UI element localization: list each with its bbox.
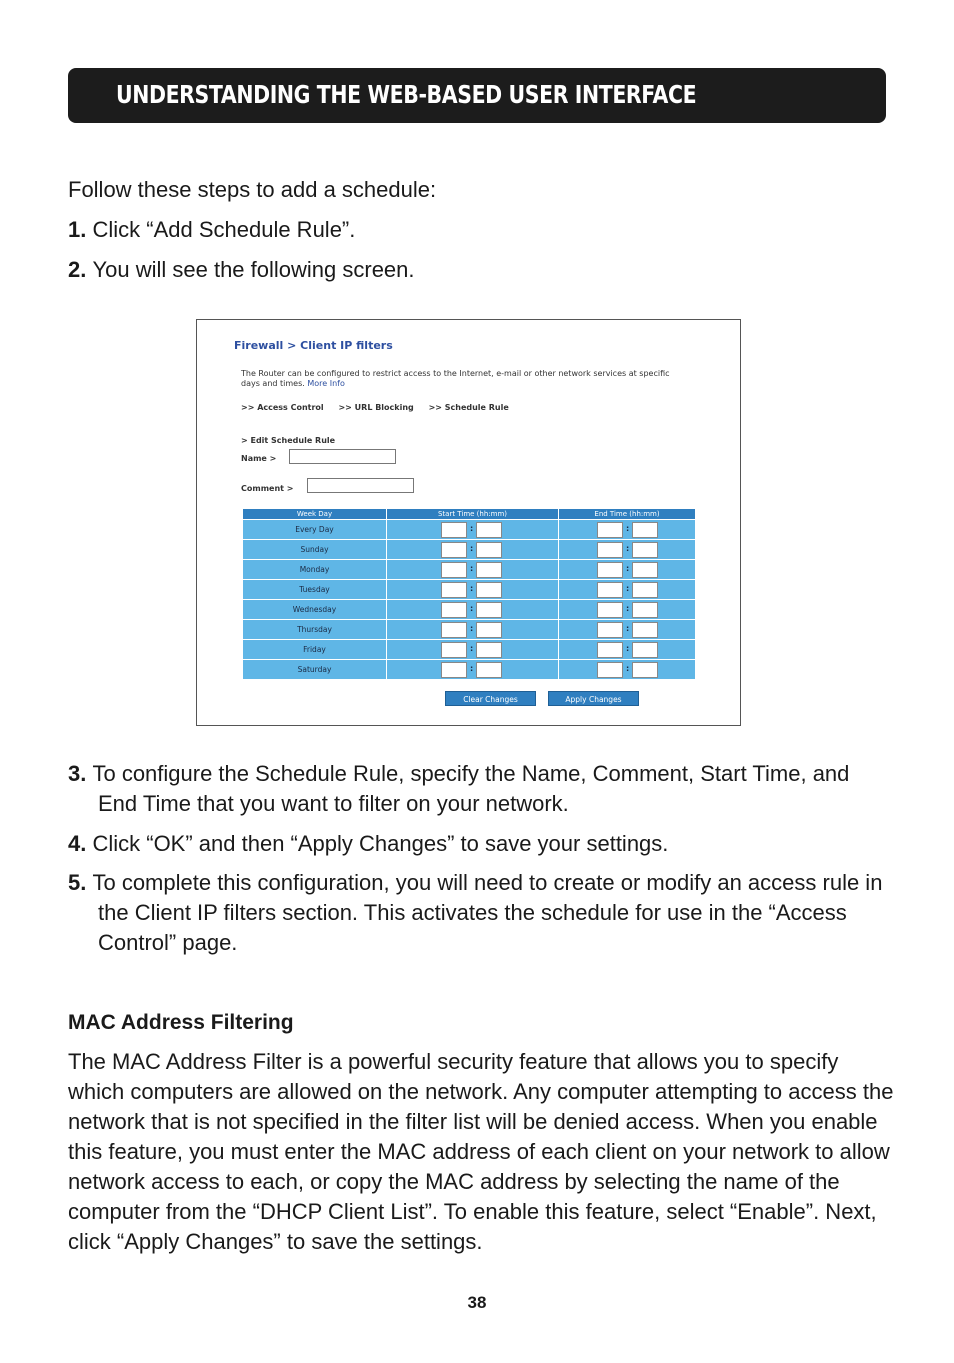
end-hour-input[interactable] <box>597 602 623 618</box>
week-day-cell: Thursday <box>243 619 387 639</box>
end-minute-input[interactable] <box>632 542 658 558</box>
start-time-cell <box>387 639 559 659</box>
intro-text: Follow these steps to add a schedule: <box>68 177 437 202</box>
time-separator: : <box>626 644 630 653</box>
step-text: To complete this configuration, you will need to create or modify an access rule in the Client IP filters section. This activates the schedule for use in the “Access Control” page. <box>92 870 883 955</box>
step-5 <box>68 868 888 958</box>
start-time-cell <box>387 599 559 619</box>
end-hour-input[interactable] <box>597 642 623 658</box>
week-day-cell: Saturday <box>243 659 387 679</box>
end-time-cell <box>559 559 696 579</box>
week-day-header: Week Day <box>243 509 387 519</box>
schedule-row <box>243 619 696 639</box>
url-blocking-link[interactable]: >> URL Blocking <box>338 403 414 412</box>
end-minute-input[interactable] <box>632 602 658 618</box>
time-separator: : <box>626 524 630 533</box>
start-minute-input[interactable] <box>476 582 502 598</box>
step-text: To configure the Schedule Rule, specify the Name, Comment, Start Time, and End Time that you want to filter on your network. <box>92 761 850 816</box>
mac-filtering-paragraph: The MAC Address Filter is a powerful security feature that allows you to specify which computers are allowed on the network. Any computer attempting to access the network that is not specified in the filter list will be denied access. When you enable this feature, you must enter the MAC address of each client on your network to allow network access to each, or copy the MAC address by selecting the name of the computer from the “DHCP Client List”. To enable this feature, select “Enable”. Next, click “Apply Changes” to save the settings. <box>68 1049 894 1254</box>
end-time-cell <box>559 659 696 679</box>
access-control-link[interactable]: >> Access Control <box>241 403 324 412</box>
end-time-header: End Time (hh:mm) <box>559 509 696 519</box>
end-minute-input[interactable] <box>632 522 658 538</box>
time-separator: : <box>470 524 474 533</box>
time-separator: : <box>470 604 474 613</box>
start-minute-input[interactable] <box>476 622 502 638</box>
comment-label: Comment > <box>241 484 294 493</box>
end-time-cell <box>559 619 696 639</box>
start-hour-input[interactable] <box>441 542 467 558</box>
breadcrumb: Firewall > Client IP filters <box>234 339 393 352</box>
step-text: You will see the following screen. <box>92 257 415 282</box>
time-separator: : <box>470 564 474 573</box>
start-minute-input[interactable] <box>476 662 502 678</box>
clear-changes-button[interactable]: Clear Changes <box>445 691 536 706</box>
week-day-cell: Monday <box>243 559 387 579</box>
page-number: 38 <box>467 1293 487 1312</box>
step-number: 5. <box>68 870 93 895</box>
start-minute-input[interactable] <box>476 542 502 558</box>
end-hour-input[interactable] <box>597 542 623 558</box>
apply-changes-button[interactable]: Apply Changes <box>548 691 639 706</box>
start-minute-input[interactable] <box>476 522 502 538</box>
schedule-row <box>243 639 696 659</box>
name-label: Name > <box>241 454 277 463</box>
start-hour-input[interactable] <box>441 602 467 618</box>
schedule-row <box>243 519 696 539</box>
description-text: The Router can be configured to restrict access to the Internet, e-mail or other network services at specific days and times. <box>241 369 670 388</box>
week-day-cell: Friday <box>243 639 387 659</box>
start-hour-input[interactable] <box>441 582 467 598</box>
start-time-cell <box>387 559 559 579</box>
time-separator: : <box>470 644 474 653</box>
time-separator: : <box>626 544 630 553</box>
step-number: 2. <box>68 257 93 282</box>
end-minute-input[interactable] <box>632 582 658 598</box>
time-separator: : <box>626 624 630 633</box>
step-number: 4. <box>68 831 93 856</box>
schedule-table-header <box>243 509 696 519</box>
start-hour-input[interactable] <box>441 562 467 578</box>
page-title: UNDERSTANDING THE WEB-BASED USER INTERFACE <box>116 80 697 109</box>
week-day-cell: Tuesday <box>243 579 387 599</box>
end-time-cell <box>559 579 696 599</box>
schedule-rule-screenshot <box>196 319 741 726</box>
start-minute-input[interactable] <box>476 642 502 658</box>
time-separator: : <box>626 584 630 593</box>
step-number: 1. <box>68 217 93 242</box>
end-time-cell <box>559 519 696 539</box>
start-minute-input[interactable] <box>476 562 502 578</box>
end-hour-input[interactable] <box>597 522 623 538</box>
start-minute-input[interactable] <box>476 602 502 618</box>
week-day-cell: Wednesday <box>243 599 387 619</box>
time-separator: : <box>626 564 630 573</box>
start-time-cell <box>387 539 559 559</box>
start-time-cell <box>387 579 559 599</box>
end-minute-input[interactable] <box>632 662 658 678</box>
schedule-row <box>243 539 696 559</box>
time-separator: : <box>470 584 474 593</box>
start-hour-input[interactable] <box>441 622 467 638</box>
screenshot-description <box>241 369 681 389</box>
time-separator: : <box>470 624 474 633</box>
time-separator: : <box>470 544 474 553</box>
end-time-cell <box>559 639 696 659</box>
schedule-row <box>243 559 696 579</box>
time-separator: : <box>626 664 630 673</box>
comment-field[interactable] <box>307 478 414 493</box>
end-time-cell <box>559 539 696 559</box>
step-4 <box>68 829 888 859</box>
step-1 <box>68 215 888 245</box>
start-time-cell <box>387 619 559 639</box>
end-hour-input[interactable] <box>597 622 623 638</box>
start-time-header: Start Time (hh:mm) <box>387 509 559 519</box>
week-day-cell: Every Day <box>243 519 387 539</box>
start-time-cell <box>387 659 559 679</box>
step-3 <box>68 759 888 819</box>
time-separator: : <box>470 664 474 673</box>
schedule-row <box>243 659 696 679</box>
start-time-cell <box>387 519 559 539</box>
week-day-cell: Sunday <box>243 539 387 559</box>
schedule-row <box>243 579 696 599</box>
step-text: Click “Add Schedule Rule”. <box>92 217 356 242</box>
end-hour-input[interactable] <box>597 562 623 578</box>
start-hour-input[interactable] <box>441 522 467 538</box>
filter-links <box>241 403 521 412</box>
edit-schedule-rule-heading: > Edit Schedule Rule <box>241 436 336 445</box>
start-hour-input[interactable] <box>441 642 467 658</box>
end-minute-input[interactable] <box>632 562 658 578</box>
time-separator: : <box>626 604 630 613</box>
end-hour-input[interactable] <box>597 662 623 678</box>
end-time-cell <box>559 599 696 619</box>
name-field[interactable] <box>289 449 396 464</box>
step-text: Click “OK” and then “Apply Changes” to save your settings. <box>92 831 669 856</box>
more-info-link[interactable]: More Info <box>307 379 345 388</box>
end-minute-input[interactable] <box>632 642 658 658</box>
schedule-row <box>243 599 696 619</box>
end-minute-input[interactable] <box>632 622 658 638</box>
schedule-table <box>243 509 696 679</box>
mac-filtering-heading: MAC Address Filtering <box>68 1011 294 1034</box>
step-2 <box>68 255 888 285</box>
end-hour-input[interactable] <box>597 582 623 598</box>
start-hour-input[interactable] <box>441 662 467 678</box>
schedule-rule-link[interactable]: >> Schedule Rule <box>428 403 509 412</box>
step-number: 3. <box>68 761 93 786</box>
